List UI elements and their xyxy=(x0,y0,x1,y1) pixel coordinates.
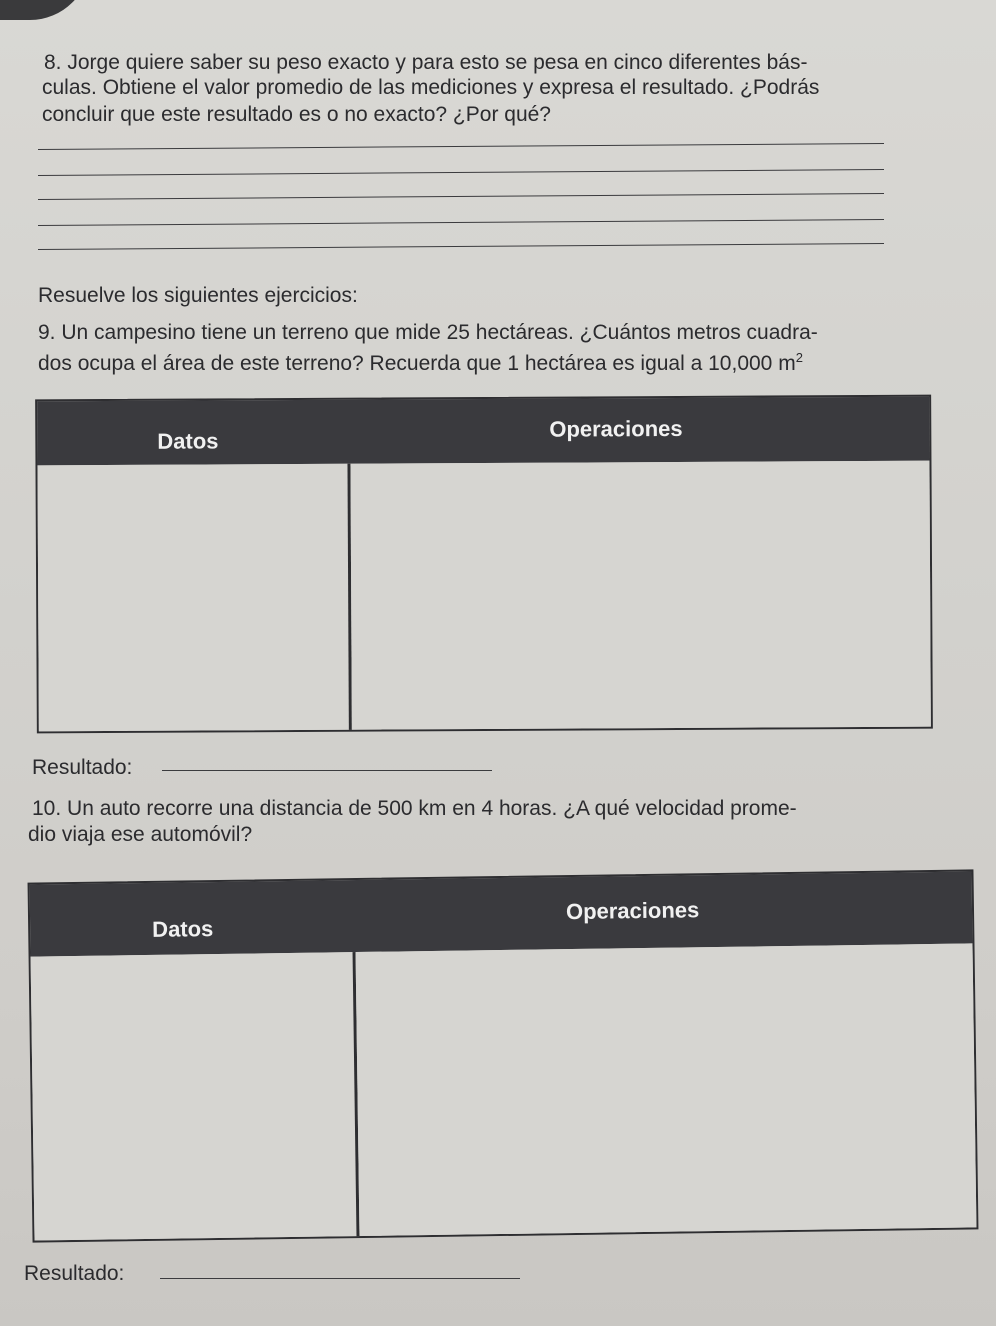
table-2-datos-cell[interactable] xyxy=(31,952,357,1240)
question-9-line-2: dos ocupa el área de este terreno? Recuerda que 1 hectárea es igual a 10,000 $m^2$ xyxy=(38,350,803,375)
question-8-line-2: culas. Obtiene el valor promedio de las mediciones y expresa el resultado. ¿Podrás xyxy=(42,76,820,99)
table-2 xyxy=(28,869,979,1242)
answer-line-3[interactable] xyxy=(38,193,884,200)
instruction-text: Resuelve los siguientes ejercicios: xyxy=(38,284,358,307)
question-10-line-1: 10. Un auto recorre una distancia de 500 km en 4 horas. ¿A qué velocidad prome- xyxy=(32,797,797,820)
result-1-label: Resultado: xyxy=(32,756,133,779)
table-2-datos-header: Datos xyxy=(152,916,214,942)
table-1-operaciones-cell[interactable] xyxy=(350,461,930,730)
table-2-header xyxy=(30,871,973,956)
table-1-operaciones-header: Operaciones xyxy=(549,415,683,442)
table-1-datos-cell[interactable] xyxy=(37,464,348,732)
result-2-label: Resultado: xyxy=(24,1262,125,1285)
table-2-operaciones-cell[interactable] xyxy=(356,943,977,1236)
table-2-operaciones-header: Operaciones xyxy=(565,897,700,925)
answer-line-2[interactable] xyxy=(38,169,884,176)
answer-line-5[interactable] xyxy=(38,243,884,250)
question-9-line-1: 9. Un campesino tiene un terreno que mide 25 hectáreas. ¿Cuántos metros cuadra- xyxy=(38,321,818,344)
question-8-line-3: concluir que este resultado es o no exacto? ¿Por qué? xyxy=(42,103,551,126)
question-8-line-1: 8. Jorge quiere saber su peso exacto y para esto se pesa en cinco diferentes bás- xyxy=(44,51,808,74)
page-corner-mark xyxy=(0,0,90,20)
result-2-line[interactable] xyxy=(160,1278,520,1279)
answer-line-1[interactable] xyxy=(38,143,884,150)
question-10-line-2: dio viaja ese automóvil? xyxy=(28,823,253,846)
result-1-line[interactable] xyxy=(162,770,492,771)
table-1-header xyxy=(37,397,929,466)
table-1 xyxy=(35,395,933,734)
answer-line-4[interactable] xyxy=(38,219,884,226)
table-1-datos-header: Datos xyxy=(157,428,219,454)
